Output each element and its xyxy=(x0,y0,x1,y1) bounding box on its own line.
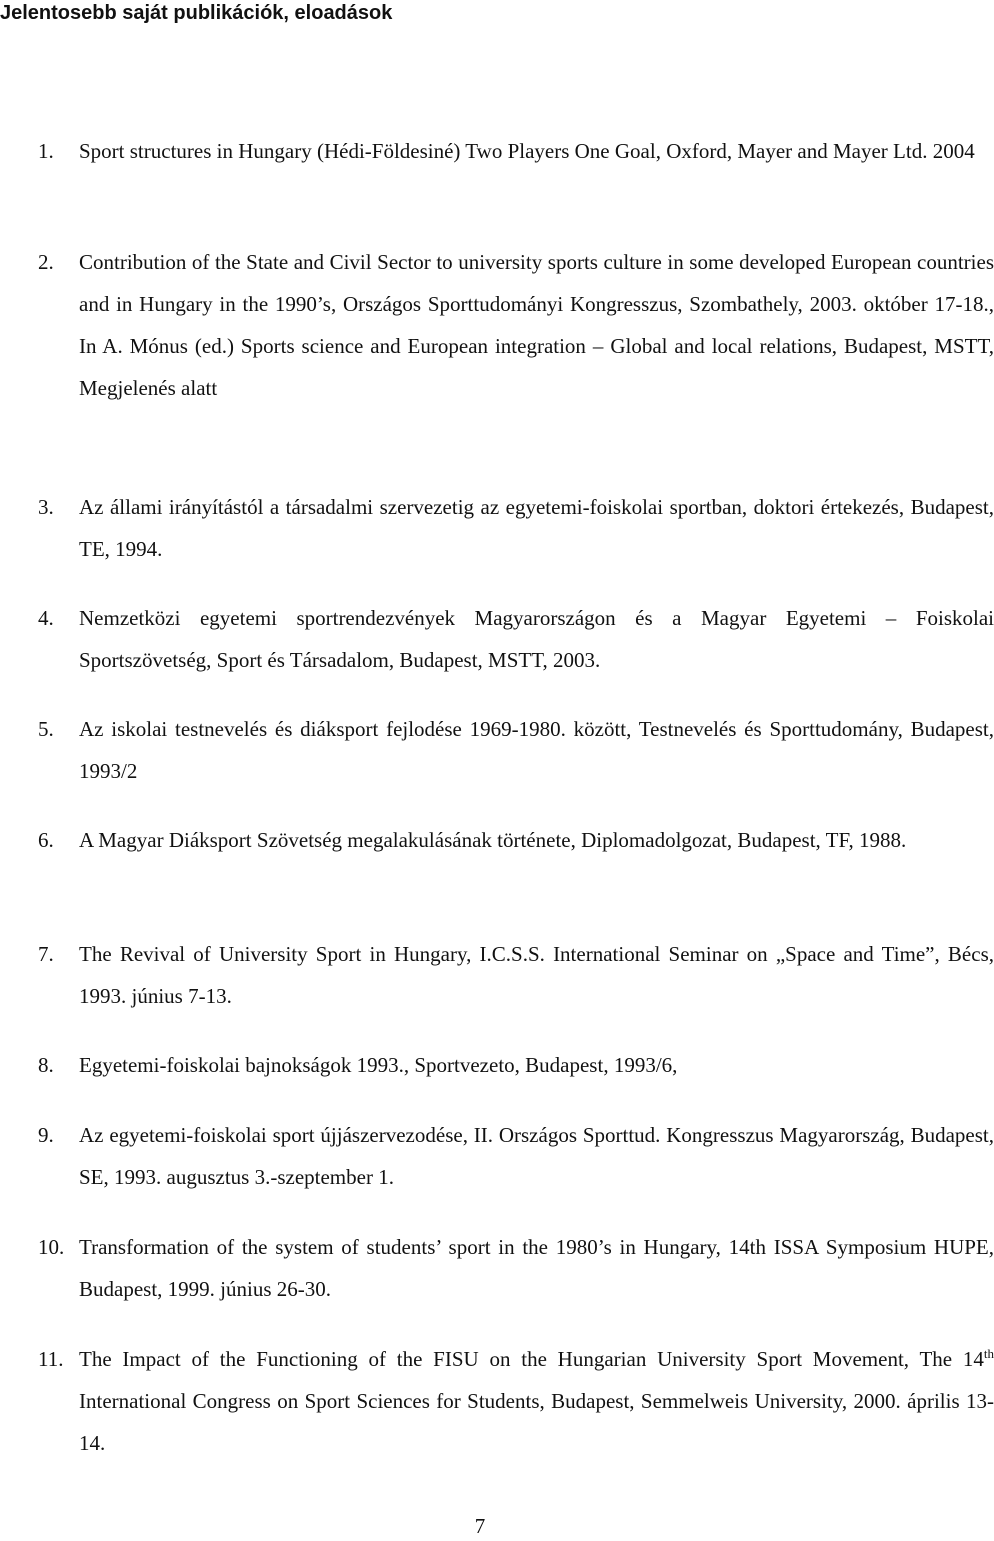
item-number: 4. xyxy=(38,606,54,630)
item-number: 9. xyxy=(38,1123,54,1147)
item-text: Az iskolai testnevelés és diáksport fejlodése 1969-1980. között, Testnevelés és Sporttudomány, Budapest, 1993/2 xyxy=(79,717,994,783)
item-text-part: International Congress on Sport Sciences for Students, Budapest, Semmelweis University, 2000. április 13-14. xyxy=(79,1389,994,1455)
page-number: 7 xyxy=(474,1514,486,1538)
item-number: 6. xyxy=(38,828,54,852)
item-number: 8. xyxy=(38,1053,54,1077)
item-text: Nemzetközi egyetemi sportrendezvények Magyarországon és a Magyar Egyetemi – Foiskolai Sportszövetség, Sport és Társadalom, Budapest, MSTT, 2003. xyxy=(79,606,994,672)
superscript-th: th xyxy=(983,1346,994,1361)
item-text: Egyetemi-foiskolai bajnokságok 1993., Sportvezeto, Budapest, 1993/6, xyxy=(79,1053,678,1077)
item-text-part: The Impact of the Functioning of the FISU on the Hungarian University Sport Movement, The 14 xyxy=(79,1347,984,1371)
item-text: Contribution of the State and Civil Sector to university sports culture in some developed European countries and in Hungary in the 1990’s, Országos Sporttudományi Kongresszus, Szombathely, 2003. október 17-18., In A. Mónus (ed.) Sports science and European integration – Global and local relations, Budapest, MSTT, Megjelenés alatt xyxy=(79,250,994,400)
item-text xyxy=(79,1338,994,1464)
item-number: 3. xyxy=(38,495,54,519)
item-number: 2. xyxy=(38,250,54,274)
item-text: Transformation of the system of students’ sport in the 1980’s in Hungary, 14th ISSA Symposium HUPE, Budapest, 1999. június 26-30. xyxy=(79,1235,994,1301)
item-number: 10. xyxy=(38,1235,65,1259)
item-text: A Magyar Diáksport Szövetség megalakulásának története, Diplomadolgozat, Budapest, TF, 1988. xyxy=(79,828,907,852)
item-text: Sport structures in Hungary (Hédi-Földesiné) Two Players One Goal, Oxford, Mayer and Mayer Ltd. 2004 xyxy=(79,139,975,163)
item-number: 1. xyxy=(38,139,54,163)
item-number: 5. xyxy=(38,717,54,741)
item-text: Az állami irányítástól a társadalmi szervezetig az egyetemi-foiskolai sportban, doktori értekezés, Budapest, TE, 1994. xyxy=(79,495,994,561)
item-text: Az egyetemi-foiskolai sport újjászervezodése, II. Országos Sporttud. Kongresszus Magyarország, Budapest, SE, 1993. augusztus 3.-szeptember 1. xyxy=(79,1123,994,1189)
page-heading: Jelentosebb saját publikációk, eloadások xyxy=(0,2,393,24)
item-text: The Revival of University Sport in Hungary, I.C.S.S. International Seminar on „Space and Time”, Bécs, 1993. június 7-13. xyxy=(79,942,994,1008)
item-number: 11. xyxy=(38,1347,64,1371)
item-number: 7. xyxy=(38,942,54,966)
